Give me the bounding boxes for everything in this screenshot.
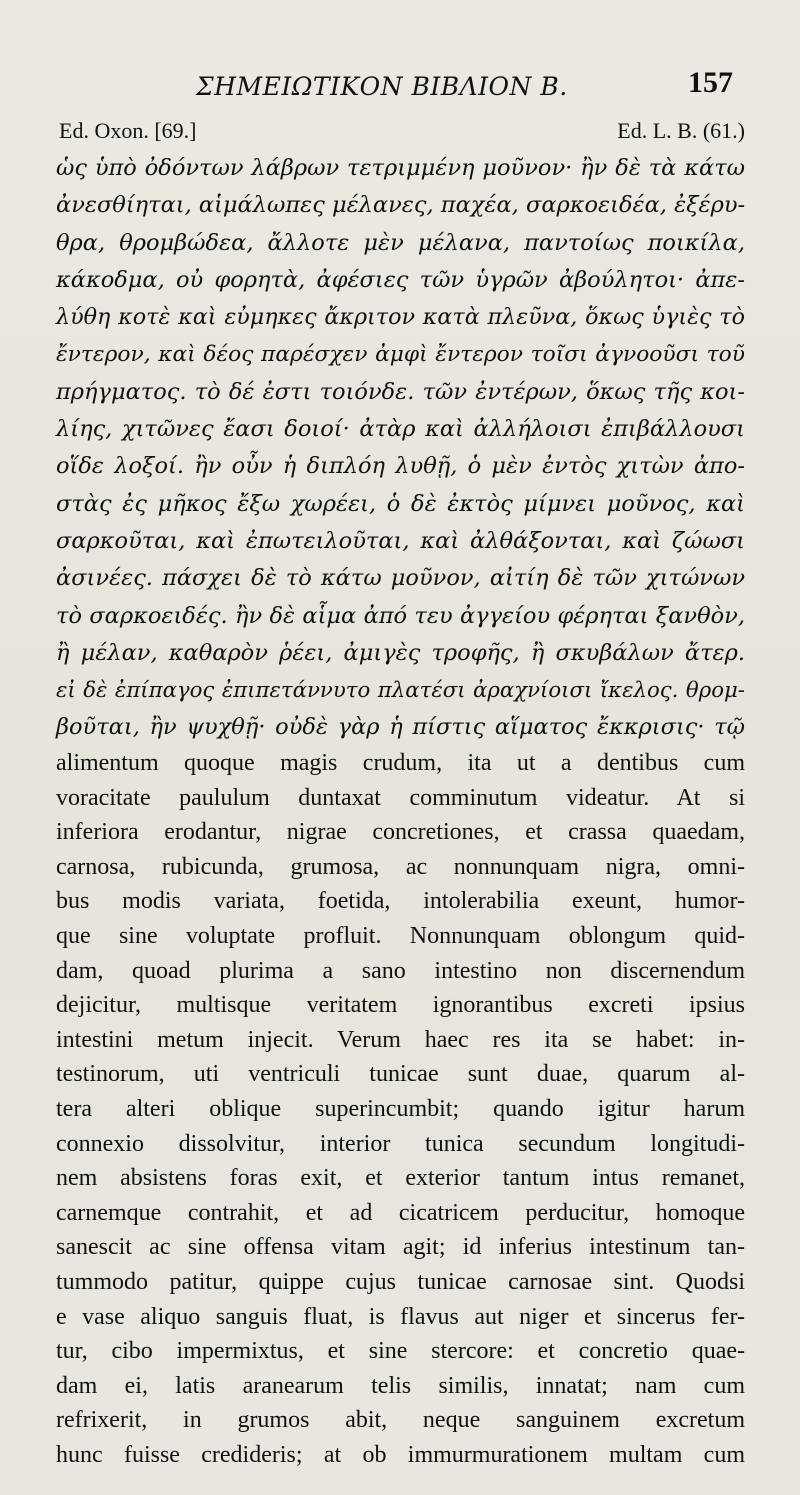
latin-line: testinorum, uti ventriculi tunicae sunt duae, quarum al- [56,1061,745,1088]
latin-line: nem absistens foras exit, et exterior tantum intus remanet, [56,1165,745,1192]
greek-line: ἢ μέλαν, καθαρὸν ῥέει, ἀμιγὲς τροφῆς, ἢ σκυβάλων ἄτερ. [56,639,745,666]
latin-line: tummodo patitur, quippe cujus tunicae carnosae sint. Quodsi [56,1268,745,1295]
greek-line: σαρκοῦται, καὶ ἐπωτειλοῦται, καὶ ἀλθάξονται, καὶ ζώωσι [56,527,745,554]
latin-line: dejicitur, multisque veritatem ignorantibus excreti ipsius [56,992,745,1019]
greek-line: εἰ δὲ ἐπίπαγος ἐπιπετάννυτο πλατέσι ἀραχνίοισι ἴκελος. θρομ- [56,678,745,704]
edition-oxon-reference: Ed. Oxon. [69.] [59,118,197,143]
greek-text-block [56,150,745,747]
latin-line: dam, quoad plurima a sano intestino non discernendum [56,957,745,984]
latin-line: alimentum quoque magis crudum, ita ut a dentibus cum [56,750,745,776]
latin-line: carnemque contrahit, et ad cicatricem perducitur, homoque [56,1199,745,1226]
running-head [56,66,745,110]
greek-line: θρα, θρομβώδεα, ἄλλοτε μὲν μέλανα, παντοίως ποικίλα, [56,229,745,256]
latin-line: voracitate paululum duntaxat comminutum videatur. At si [56,784,745,811]
latin-line: e vase aliquo sanguis fluat, is flavus aut niger et sincerus fer- [56,1303,745,1330]
latin-line: tera alteri oblique superincumbit; quando igitur harum [56,1095,745,1122]
latin-line: inferiora erodantur, nigrae concretiones, et crassa quaedam, [56,819,745,846]
latin-line: connexio dissolvitur, interior tunica secundum longitudi- [56,1130,745,1157]
greek-line: οἵδε λοξοί. ἢν οὖν ἡ διπλόη λυθῇ, ὁ μὲν ἐντὸς χιτὼν ἀπο- [56,453,745,480]
greek-line: λύθη κοτὲ καὶ εὐμηκες ἄκριτον κατὰ πλεῦνα, ὅκως ὑγιὲς τὸ [56,304,745,331]
latin-line: sanescit ac sine offensa vitam agit; id inferius intestinum tan- [56,1234,745,1261]
latin-line: carnosa, rubicunda, grumosa, ac nonnunquam nigra, omni- [56,853,745,880]
greek-line: πρήγματος. τὸ δέ ἐστι τοιόνδε. τῶν ἐντέρων, ὅκως τῆς κοι- [56,378,745,405]
greek-line: ἀσινέες. πάσχει δὲ τὸ κάτω μοῦνον, αἰτίη δὲ τῶν χιτώνων [56,565,745,592]
greek-line: λίης, χιτῶνες ἔασι δοιοί· ἀτὰρ καὶ ἀλλήλοισι ἐπιβάλλουσι [56,416,745,443]
greek-line: στὰς ἐς μῆκος ἔξω χωρέει, ὁ δὲ ἐκτὸς μίμνει μοῦνος, καὶ [56,490,745,517]
greek-line: ὡς ὑπὸ ὀδόντων λάβρων τετριμμένη μοῦνον· ἢν δὲ τὰ κάτω [56,155,745,181]
latin-line: intestini metum injecit. Verum haec res ita se habet: in- [56,1026,745,1053]
page-number: 157 [688,66,733,99]
latin-line: refrixerit, in grumos abit, neque sanguinem excretum [56,1407,745,1434]
greek-line: ἀνεσθίηται, αἱμάλωπες μέλανες, παχέα, σαρκοειδέα, ἐξέρυ- [56,192,746,219]
greek-line: τὸ σαρκοειδές. ἢν δὲ αἷμα ἀπό τευ ἀγγείου φέρηται ξανθὸν, [56,602,745,629]
latin-line: dam ei, latis aranearum telis similis, innatat; nam cum [56,1372,745,1399]
greek-line: ἔντερον, καὶ δέος παρέσχεν ἀμφὶ ἔντερον τοῖσι ἀγνοοῦσι τοῦ [56,342,745,368]
latin-translation-block [56,746,745,1472]
latin-line: tur, cibo impermixtus, et sine stercore: et concretio quae- [56,1338,745,1365]
latin-line: bus modis variata, foetida, intolerabilia exeunt, humor- [56,888,745,915]
edition-reference-line [56,118,745,148]
latin-line: hunc fuisse credideris; at ob immurmurationem multam cum [56,1441,745,1468]
edition-lb-reference: Ed. L. B. (61.) [617,118,745,143]
latin-line: que sine voluptate profluit. Nonnunquam oblongum quid- [56,922,745,949]
running-title: ΣΗΜΕΙΩΤΙΚΟΝ ΒΙΒΛΙΟΝ Β. [196,72,568,101]
greek-line: κάκοδμα, οὐ φορητὰ, ἀφέσιες τῶν ὑγρῶν ἀβούλητοι· ἀπε- [56,266,745,293]
greek-line: βοῦται, ἢν ψυχθῇ· οὐδὲ γὰρ ἡ πίστις αἵματος ἔκκρισις· τῷ [56,714,745,741]
